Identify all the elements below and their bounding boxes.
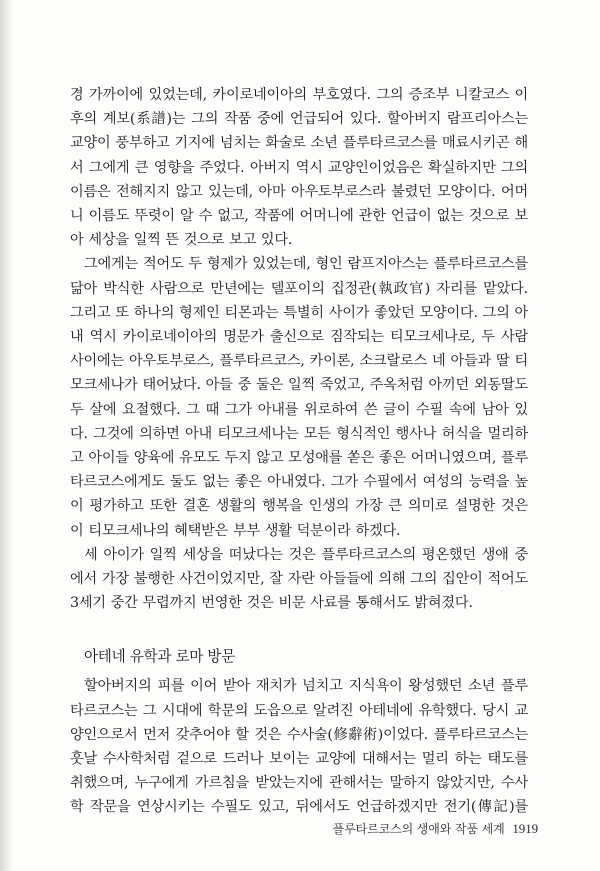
paragraph-children-prosperity: 세 아이가 일찍 세상을 떠났다는 것은 플루타르코스의 평온했던 생애 중에서 가장 불행한 사건이었지만, 잘 자란 아들들에 의해 그의 집안이 적어도 3세기 중간 무렵까지 번영한 것은 비문 사료를 통해서도 밝혀졌다. — [70, 546, 528, 612]
paragraph-athens-study: 할아버지의 피를 이어 받아 재치가 넘치고 지식욕이 왕성했던 소년 플루타르코스는 그 시대에 학문의 도읍으로 알려진 아테네에 유학했다. 당시 교양인으로서 먼저 갖추어야 할 것은 수사술(修辭術)이었다. 플루타르코스는 훗날 수사학처럼 겉으로 드러나 보이는 교양에 대해서는 멀리 하는 태도를 취했으며, 누구에게 가르침을 받았는지에 관해서는 말하지 않았지만, 수사학 작문을 연상시키는 수필도 있고, 뒤에서도 언급하겠지만 전기(傳記)를 — [70, 678, 528, 816]
paragraph-family-lineage: 경 가까이에 있었는데, 카이로네이아의 부호였다. 그의 증조부 니칼코스 이후의 계보(系譜)는 그의 작품 중에 언급되어 있다. 할아버지 람프리아스는 교양이 풍부하고 기지에 넘치는 화술로 소년 플루타르코스를 매료시키곤 해서 그에게 큰 영향을 주었다. 아버지 역시 교양인이었음은 확실하지만 그의 이름은 전해지지 않고 있는데, 아마 아우토부로스라 불렸던 모양이다. 어머니 이름도 뚜렷이 알 수 없고, 작품에 어머니에 관한 언급이 없는 것으로 보아 세상을 일찍 뜬 것으로 보고 있다. — [70, 87, 528, 249]
body-text — [70, 83, 528, 820]
paragraph-siblings-and-wife: 그에게는 적어도 두 형제가 있었는데, 형인 람프지아스는 플루타르코스를 닮아 박식한 사람으로 만년에는 델포이의 집정관(執政官) 자리를 맡았다. 그리고 또 하나의 형제인 티몬과는 특별히 사이가 좋았던 모양이다. 그의 아내 역시 카이로네이아의 명문가 출신으로 짐작되는 티모크세나로, 두 사람 사이에는 아우토부로스, 플루타르코스, 카이론, 소크랄로스 네 아들과 딸 티모크세나가 태어났다. 아들 중 둘은 일찍 죽었고, 주옥처럼 아끼던 외동딸도 두 살에 요절했다. 그 때 그가 아내를 위로하여 쓴 글이 수필 속에 남아 있다. 그것에 의하면 아내 티모크세나는 모든 형식적인 행사나 허식을 멀리하고 아이들 양육에 유모도 두지 않고 모성애를 쏟은 좋은 어머니였으며, 플루타르코스에게도 둘도 없는 좋은 아내였다. 그가 수필에서 여성의 능력을 높이 평가하고 또한 결혼 생활의 행복을 인생의 가장 큰 의미로 설명한 것은 이 티모크세나의 혜택받은 부부 생활 덕분이라 하겠다. — [70, 256, 528, 539]
page-gutter-shadow — [0, 0, 14, 871]
page-number: 1919 — [512, 821, 538, 836]
section-heading: 아테네 유학과 로마 방문 — [84, 648, 235, 666]
running-footer — [333, 820, 538, 837]
running-title: 플루타르코스의 생애와 작품 세계 — [332, 822, 505, 836]
